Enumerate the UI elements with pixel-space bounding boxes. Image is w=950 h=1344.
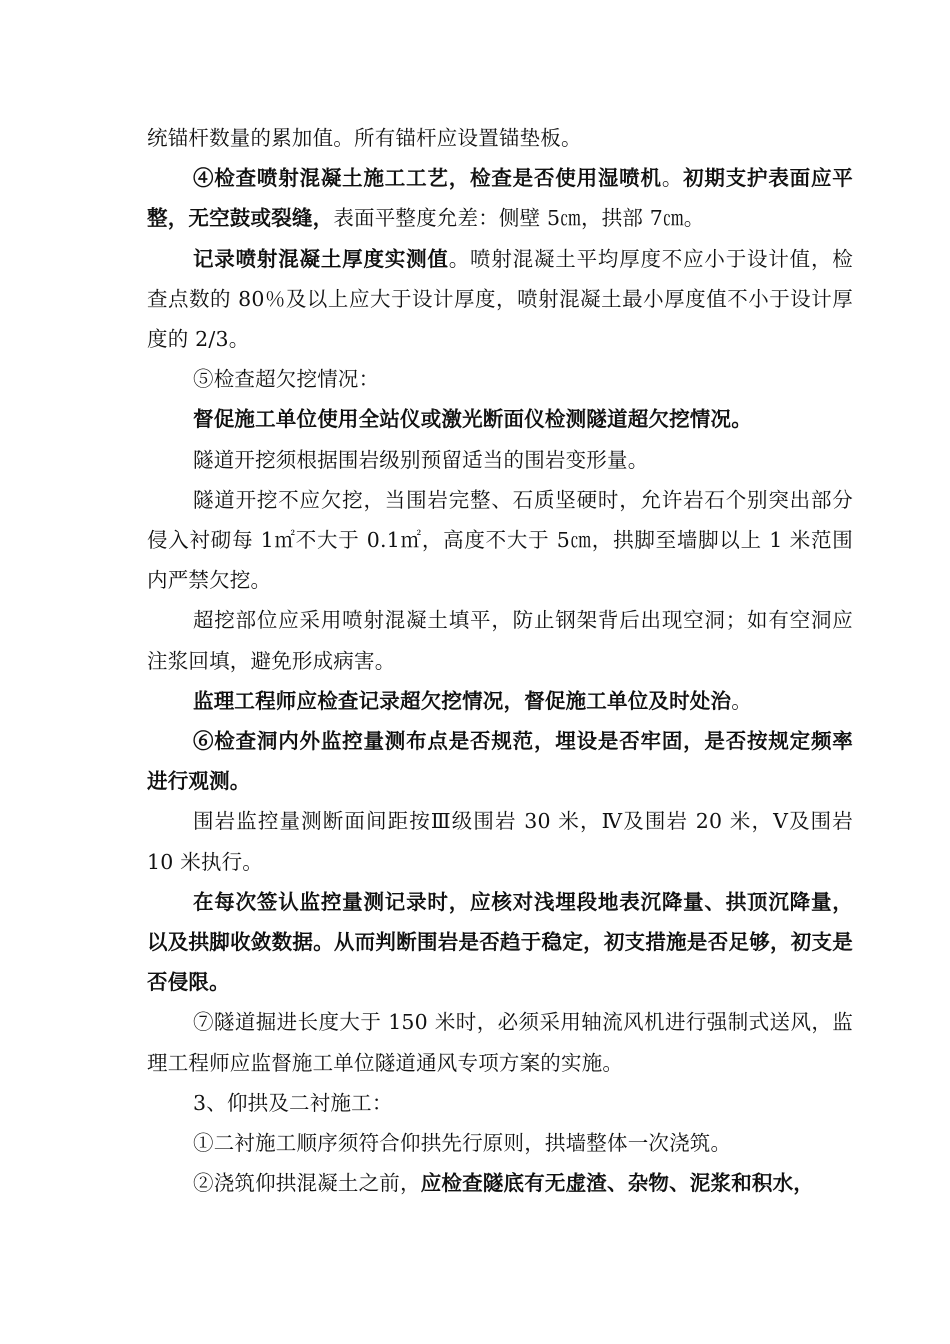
text-run: 表面平整度允差：侧壁 5㎝，拱部 7㎝。 <box>333 206 705 231</box>
text-run-bold: 在每次签认监控量测记录时，应核对浅埋段地表沉降量、拱顶沉降量，以及拱脚收敛数据。从而判断围岩是否趋于稳定，初支措施是否足够，初支是否侵限。 <box>147 889 853 995</box>
paragraph-anchor-continuation <box>147 118 853 158</box>
text-run-bold: ⑥检查洞内外监控量测布点是否规范，埋设是否牢固，是否按规定频率进行观测。 <box>147 729 853 794</box>
paragraph-deformation-allowance <box>147 440 853 480</box>
section-heading-3-invert-lining <box>147 1083 853 1123</box>
text-run-bold: ④检查喷射混凝土施工工艺，检查是否使用湿喷机 <box>193 166 662 191</box>
paragraph-item-6-monitoring <box>147 721 853 801</box>
text-run: ①二衬施工顺序须符合仰拱先行原则，拱墙整体一次浇筑。 <box>193 1131 732 1156</box>
paragraph-item-4-shotcrete-process <box>147 158 853 238</box>
paragraph-monitoring-spacing <box>147 801 853 881</box>
text-run: ⑦隧道掘进长度大于 150 米时，必须采用轴流风机进行强制式送风，监理工程师应监督施工单位隧道通风专项方案的实施。 <box>147 1010 853 1075</box>
text-run: 。喷射混凝土平均厚度不应小于设计值，检查点数的 80％及以上应大于设计厚度，喷射混凝土最小厚度值不小于设计厚度的 2/3。 <box>147 246 853 352</box>
text-run: ⑤检查超欠挖情况： <box>193 367 380 392</box>
paragraph-engineer-inspection <box>147 681 853 721</box>
paragraph-overbreak-detection <box>147 399 853 439</box>
document-page <box>147 118 853 1203</box>
paragraph-overbreak-fill <box>147 600 853 680</box>
text-run: 3、仰拱及二衬施工： <box>193 1090 393 1115</box>
text-run: 超挖部位应采用喷射混凝土填平，防止钢架背后出现空洞；如有空洞应注浆回填，避免形成病害。 <box>147 608 853 673</box>
text-run: 隧道开挖须根据围岩级别预留适当的围岩变形量。 <box>193 447 649 472</box>
text-run: 隧道开挖不应欠挖，当围岩完整、石质坚硬时，允许岩石个别突出部分侵入衬砌每 1㎡不大于 0.1㎡，高度不大于 5㎝，拱脚至墙脚以上 1 米范围内严禁欠挖。 <box>147 487 853 593</box>
paragraph-monitoring-records <box>147 882 853 1003</box>
paragraph-item-1-lining-order <box>147 1123 853 1163</box>
text-run: 。 <box>731 688 752 713</box>
paragraph-item-5-heading <box>147 359 853 399</box>
text-run: 围岩监控量测断面间距按Ⅲ级围岩 30 米，Ⅳ及围岩 20 米，Ⅴ及围岩 10 米执行。 <box>147 809 853 874</box>
paragraph-item-7-ventilation <box>147 1002 853 1082</box>
paragraph-shotcrete-thickness <box>147 239 853 360</box>
text-run: 统锚杆数量的累加值。所有锚杆应设置锚垫板。 <box>147 126 582 150</box>
paragraph-underbreak-rules <box>147 480 853 601</box>
text-run-bold: 监理工程师应检查记录超欠挖情况，督促施工单位及时处治 <box>193 688 732 713</box>
text-run-bold: 督促施工单位使用全站仪或激光断面仪检测隧道超欠挖情况。 <box>193 407 752 432</box>
text-run: 。 <box>661 166 684 191</box>
paragraph-item-2-invert-pour <box>147 1163 853 1203</box>
text-run: ②浇筑仰拱混凝土之前， <box>193 1171 421 1196</box>
text-run-bold: 应检查隧底有无虚渣、杂物、泥浆和积水， <box>420 1171 815 1196</box>
text-run-bold: 记录喷射混凝土厚度实测值 <box>193 246 449 271</box>
text-run-bold: 初期支护表面应平整，无空鼓或裂缝， <box>147 166 853 231</box>
